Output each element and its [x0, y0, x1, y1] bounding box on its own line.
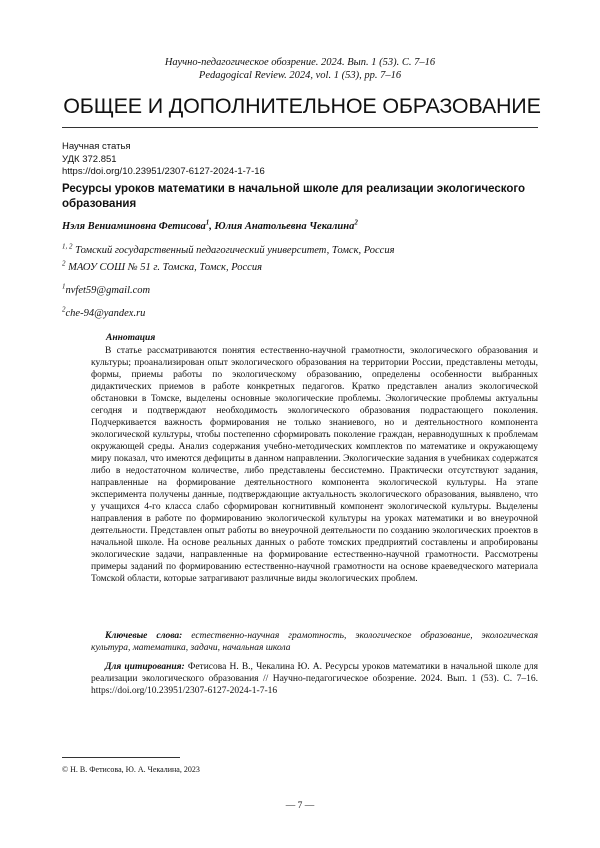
citation [91, 661, 538, 697]
section-title: ОБЩЕЕ И ДОПОЛНИТЕЛЬНОЕ ОБРАЗОВАНИЕ [63, 94, 541, 118]
email [62, 305, 146, 319]
email-address[interactable]: nvfet59@gmail.com [65, 285, 151, 296]
article-title: Ресурсы уроков математики в начальной школе для реализации экологического образования [62, 183, 526, 210]
author-name: Нэля Вениаминовна Фетисова [62, 221, 206, 232]
doi-link[interactable]: https://doi.org/10.23951/2307-6127-2024-1-7-16 [62, 166, 265, 177]
citation-text: Фетисова Н. В., Чекалина Ю. А. Ресурсы уроков математики в начальной школе для реализации экологического образования // Научно-педагогическое обозрение. 2024. Вып. 1 (53). С. 7–16. https://doi.org/10.23951/2307-6127-2024-1-7-16 [91, 662, 538, 696]
footnote-divider [62, 757, 180, 758]
abstract [91, 345, 538, 585]
journal-citation-en: Pedagogical Review. 2024, vol. 1 (53), pp. 7–16 [198, 69, 402, 81]
author-sup: 2 [354, 218, 358, 227]
journal-citation-ru: Научно-педагогическое обозрение. 2024. Вып. 1 (53). С. 7–16 [164, 57, 436, 68]
author-sup: 1 [205, 218, 210, 227]
journal-header [0, 57, 600, 82]
article-meta [62, 141, 265, 179]
page-number: — 7 — [285, 801, 315, 811]
abstract-text: В статье рассматриваются понятия естественно-научной грамотности, экологического образования и культуры; проанализирован опыт экологического образования на территории России, представлены методы, формы, приемы работы по экологическому образованию, определены особенности выбранных дидактических приемов в работе конкретных педагогов. Кратко представлен анализ экологической обстановки в Томске, выделены основные экологические проблемы. Экологические проблемы актуальны сегодня и подтверждают необходимость экологического образования подрастающего поколения. Подчеркивается важность формирования не только знаниевого, но и деятельностного компонента экологической культуры, чтобы постепенно сформировать поколение граждан, неравнодушных к проблемам окружающей среды. Анализ содержания учебно-методических комплектов по математике и окружающему миру показал, что имеются дефициты в данном направлении. Экологические задания в учебниках содержатся либо в недостаточном количестве, либо представлены бессистемно. Практически отсутствуют задания, направленные на формирование деятельностного компонента экологической культуры. На этапе эксперимента получены данные, подтверждающие актуальность экологического образования, выявлено, что у учащихся 4-го класса слабо сформирован когнитивный компонент экологической культуры. Выделены направления в работе по формированию экологической культуры на уроках математики и во внеурочной деятельности. Представлен опыт работы во внеурочной деятельности по созданию экологических проектов в начальной школе. На основе реальных данных о работе томских предприятий составлены и апробированы экологические задачи, направленные на формирование естественно-научной грамотности. Рассмотрены примеры заданий по формированию естественно-научной грамотности на основе краеведческого материала Томской области, которые затрагивают различные виды экологических проблем. [91, 346, 538, 584]
udk-code: УДК 372.851 [62, 153, 117, 165]
author-line: Нэля Вениаминовна Фетисова$^1$, Юлия Анатольевна Чекалина$^2$ [62, 218, 358, 232]
header-divider [62, 127, 538, 128]
affiliation-text: МАОУ СОШ № 51 г. Томска, Томск, Россия [68, 262, 262, 273]
affiliation [62, 259, 262, 273]
affiliation [62, 242, 395, 256]
affiliation-sup: 1, 2 [62, 242, 73, 251]
keywords-text: естественно-научная грамотность, экологическое образование, экологическая культура, математика, задачи, начальная школа [91, 631, 539, 653]
citation-label: Для цитирования: [105, 662, 185, 672]
email-sup: 2 [62, 305, 66, 314]
author-name: Юлия Анатольевна Чекалина [214, 221, 355, 232]
keywords [91, 630, 538, 654]
affiliation-text: Томский государственный педагогический университет, Томск, Россия [75, 245, 395, 256]
copyright: © Н. В. Фетисова, Ю. А. Чекалина, 2023 [62, 765, 200, 774]
article-type: Научная статья [62, 141, 131, 152]
abstract-heading: Аннотация [106, 333, 156, 343]
affiliation-sup: 2 [62, 259, 66, 268]
email-sup: 1 [62, 282, 66, 291]
email [62, 282, 151, 296]
email-address[interactable]: che-94@yandex.ru [65, 308, 146, 319]
keywords-label: Ключевые слова: [105, 631, 183, 641]
